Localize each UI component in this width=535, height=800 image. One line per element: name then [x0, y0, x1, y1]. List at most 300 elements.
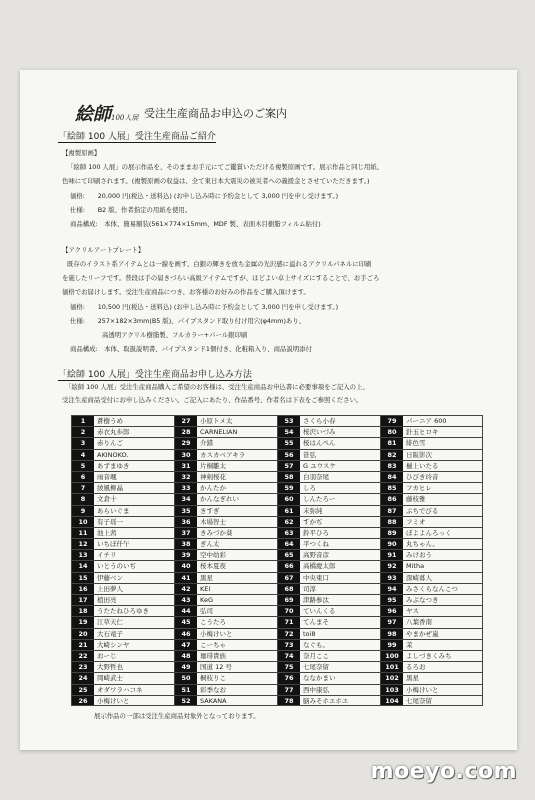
artist-cell: [380, 628, 483, 639]
artist-name: あらいぐま: [97, 506, 130, 515]
artist-number: 34: [175, 494, 197, 504]
artist-number: 9: [72, 506, 94, 516]
artist-cell: [380, 560, 483, 571]
acrylic-line: 価格: 10,500 円(税込・送料込) (お申し込み時に予約金として 3,000 円を申し受けます。): [70, 303, 339, 311]
artist-cell: [380, 605, 483, 616]
artist-number: 27: [175, 416, 197, 426]
artist-number: 10: [72, 517, 94, 527]
artist-name: 白羽奈尾: [303, 472, 329, 481]
artist-number: 57: [278, 461, 300, 471]
artist-cell: [71, 684, 174, 695]
intro-line: 仕様: B2 版、作者指定の用紙を使用。: [70, 206, 192, 214]
table-row: [71, 639, 483, 650]
artist-name: 八葉香南: [406, 618, 432, 627]
artist-name: KEI: [200, 584, 211, 593]
artist-name: かんたか: [200, 484, 226, 493]
artist-number: 67: [278, 573, 300, 583]
artist-name: みさくらなんこつ: [406, 584, 458, 593]
table-row: [71, 471, 483, 482]
logo-main: 絵師: [75, 104, 111, 125]
artist-number: 71: [278, 617, 300, 627]
artist-cell: [174, 437, 277, 448]
method-heading: 「絵師 100 人展」受注生産商品お申し込み方法: [58, 370, 252, 380]
artist-cell: [71, 650, 174, 661]
artist-name: 雨音颯: [97, 472, 117, 481]
artist-number: 16: [72, 584, 94, 594]
artist-name: 平つくね: [303, 540, 329, 549]
artist-cell: [174, 650, 277, 661]
artist-number: 21: [72, 640, 94, 650]
artist-cell: [71, 460, 174, 471]
artist-number: 49: [175, 662, 197, 672]
artist-number: 63: [278, 528, 300, 538]
artist-name: 小梅けいと: [200, 629, 233, 638]
artist-cell: [380, 460, 483, 471]
artist-cell: [380, 572, 483, 583]
artist-cell: [380, 527, 483, 538]
artist-number: 30: [175, 450, 197, 460]
artist-cell: [174, 572, 277, 583]
acrylic-line: 商品構成: 本体、取扱説明書、パイプスタンド1個付き、化粧箱入り、商品説明添付: [70, 345, 312, 353]
artist-number: 43: [175, 595, 197, 605]
intro-line: 商品構成: 本体、簡易額装(561×774×15mm、MDF 製、表面木目樹脂フィルム貼付): [70, 220, 321, 228]
artist-number: 19: [72, 617, 94, 627]
artist-number: 12: [72, 539, 94, 549]
artist-cell: [277, 516, 380, 527]
artist-name: 国道 12 号: [200, 663, 232, 672]
artist-name: かんなぎれい: [200, 495, 239, 504]
artist-cell: [71, 437, 174, 448]
artist-name: 大崎シンヤ: [97, 640, 130, 649]
artist-number: 72: [278, 629, 300, 639]
artist-cell: [380, 493, 483, 504]
artist-number: 75: [278, 662, 300, 672]
artist-cell: [174, 672, 277, 683]
artist-number: 41: [175, 573, 197, 583]
table-row: [71, 415, 483, 426]
table-row: [71, 482, 483, 493]
page-title: 受注生産商品お申込のご案内: [144, 107, 287, 120]
artist-name: 七尾奈留: [406, 696, 432, 705]
artist-cell: [174, 639, 277, 650]
acrylic-line: 高透明アクリル樹脂製、フルカラー+パール銀印刷: [70, 331, 248, 339]
intro-line: 【複製原画】: [62, 149, 101, 157]
artist-name: 黒星: [406, 674, 419, 683]
table-row: [71, 695, 483, 706]
artist-cell: [380, 482, 483, 493]
artist-number: 47: [175, 640, 197, 650]
artist-cell: [277, 594, 380, 605]
artist-number: 101: [381, 662, 403, 672]
artist-name: 空中幼彩: [200, 551, 226, 560]
artist-name: てんまそ: [303, 618, 329, 627]
artist-name: カスカベアキラ: [200, 450, 246, 459]
table-row: [71, 460, 483, 471]
artist-number: 50: [175, 673, 197, 683]
artist-cell: [71, 594, 174, 605]
artist-cell: [380, 449, 483, 460]
artist-cell: [174, 426, 277, 437]
artist-number: 76: [278, 673, 300, 683]
artist-name: 藤枝雅: [406, 495, 426, 504]
artist-cell: [71, 538, 174, 549]
artist-name: 神剣桜花: [200, 472, 226, 481]
artist-number: 69: [278, 595, 300, 605]
artist-number: 26: [72, 696, 94, 705]
table-row: [71, 672, 483, 683]
artist-cell: [71, 527, 174, 538]
watermark: moeyo.com: [370, 759, 517, 784]
artist-name: 小原トメ太: [200, 417, 233, 425]
artist-name: 伊藤ベン: [97, 573, 123, 582]
artist-name: 緋色雪: [406, 439, 426, 448]
artist-name: いちぼ仟午: [97, 540, 130, 549]
artist-cell: [277, 482, 380, 493]
artist-name: 津路参汰: [303, 596, 329, 604]
artist-number: 5: [72, 461, 94, 471]
artist-name: しんたろー: [303, 495, 336, 504]
artist-cell: [174, 684, 277, 695]
artist-name: 司淳: [303, 584, 316, 593]
artist-number: 28: [175, 427, 197, 437]
artist-cell: [277, 616, 380, 627]
artist-number: 54: [278, 427, 300, 437]
artist-number: 88: [381, 517, 403, 527]
artist-name: ていんくる: [303, 607, 336, 616]
method-line: 「絵師 100 人展」受注生産商品購入ご希望のお客様は、受注生産商品お申込書に必要事項をご記入の上、: [65, 383, 369, 391]
artist-number: 103: [381, 685, 403, 695]
artist-cell: [277, 572, 380, 583]
exhibition-logo: [75, 100, 138, 126]
artist-cell: [174, 628, 277, 639]
artist-name: 蒼樹うめ: [97, 417, 123, 425]
artist-cell: [380, 684, 483, 695]
artist-cell: [277, 460, 380, 471]
artist-number: 66: [278, 561, 300, 571]
artist-cell: [174, 527, 277, 538]
acrylic-line: を施したリーフです。普段は手の届きづらい高級アイテムですが、ほどよい卓上サイズにすることで、お手ごろ: [62, 274, 380, 282]
artist-cell: [174, 505, 277, 516]
artist-cell: [277, 426, 380, 437]
artist-name: 文倉十: [97, 495, 117, 504]
artist-number: 46: [175, 629, 197, 639]
artist-number: 92: [381, 561, 403, 571]
artist-number: 3: [72, 438, 94, 448]
artist-name: 綾風柳晶: [97, 484, 123, 493]
artist-number: 23: [72, 662, 94, 672]
artist-number: 35: [175, 506, 197, 516]
artist-cell: [380, 639, 483, 650]
intro-line: 価格: 20,000 円(税込・送料込) (お申し込み時に予約金として 3,000 円を申し受けます。): [70, 192, 339, 200]
artist-name: 七尾奈留: [303, 663, 329, 672]
table-row: [71, 616, 483, 627]
artist-number: 14: [72, 561, 94, 571]
artist-name: ぎん太: [200, 540, 220, 549]
artist-name: フカヒレ: [406, 484, 432, 493]
table-row: [71, 572, 483, 583]
artist-number: 96: [381, 606, 403, 616]
artist-name: しろ: [303, 484, 316, 493]
artist-cell: [277, 583, 380, 594]
artist-name: 植田亮: [97, 596, 117, 604]
artist-cell: [174, 493, 277, 504]
artist-cell: [380, 415, 483, 426]
artist-cell: [277, 437, 380, 448]
artist-number: 93: [381, 573, 403, 583]
artist-number: 61: [278, 506, 300, 516]
artist-number: 68: [278, 584, 300, 594]
artist-number: 91: [381, 550, 403, 560]
artist-cell: [277, 449, 380, 460]
artist-name: 高橋慶太郎: [303, 562, 336, 571]
artist-name: ななかまい: [303, 674, 336, 683]
artist-name: 赤衣丸歩郎: [97, 428, 130, 437]
artist-name: パーニア 600: [406, 417, 447, 425]
artist-cell: [174, 594, 277, 605]
artist-name: 桜沢いづみ: [303, 428, 336, 437]
artist-number: 99: [381, 640, 403, 650]
table-row: [71, 437, 483, 448]
artist-number: 42: [175, 584, 197, 594]
footer-note: 展示作品の一部は受注生産商品対象外となっております。: [94, 712, 260, 720]
table-row: [71, 661, 483, 672]
artist-name: 介錯: [200, 439, 213, 448]
artist-name: 茉: [406, 640, 413, 649]
artist-cell: [380, 661, 483, 672]
artist-cell: [71, 415, 174, 426]
artist-number: 81: [381, 438, 403, 448]
table-row: [71, 628, 483, 639]
artist-cell: [174, 661, 277, 672]
artist-number: 31: [175, 461, 197, 471]
artist-cell: [277, 549, 380, 560]
intro-heading: 「絵師 100 人展」受注生産商品ご紹介: [58, 132, 216, 142]
artist-number: 55: [278, 438, 300, 448]
artist-name: 小梅けいと: [97, 696, 130, 705]
acrylic-line: 【アクリルアートプレート】: [62, 246, 145, 254]
table-row: [71, 516, 483, 527]
artist-table: [71, 415, 483, 706]
table-row: [71, 594, 483, 605]
artist-cell: [380, 426, 483, 437]
artist-cell: [380, 583, 483, 594]
artist-cell: [71, 516, 174, 527]
artist-number: 2: [72, 427, 94, 437]
artist-number: 8: [72, 494, 94, 504]
artist-number: 97: [381, 617, 403, 627]
artist-number: 95: [381, 595, 403, 605]
artist-cell: [380, 616, 483, 627]
artist-name: 弘司: [200, 607, 213, 616]
artist-number: 38: [175, 539, 197, 549]
artist-number: 56: [278, 450, 300, 460]
artist-name: 奈月ここ: [303, 651, 329, 660]
artist-number: 104: [381, 696, 403, 705]
artist-cell: [174, 482, 277, 493]
table-row: [71, 449, 483, 460]
artist-name: さくら小春: [303, 417, 336, 425]
artist-cell: [277, 505, 380, 516]
artist-number: 70: [278, 606, 300, 616]
artist-number: 17: [72, 595, 94, 605]
table-row: [71, 583, 483, 594]
artist-cell: [71, 695, 174, 706]
artist-number: 6: [72, 472, 94, 482]
artist-number: 39: [175, 550, 197, 560]
artist-name: 丸ちゃん。: [406, 540, 439, 549]
artist-name: toi8: [303, 629, 316, 638]
table-row: [71, 684, 483, 695]
artist-name: 上田夢人: [97, 584, 123, 593]
artist-number: 48: [175, 651, 197, 661]
artist-cell: [380, 594, 483, 605]
artist-name: 中央東口: [303, 573, 329, 582]
artist-cell: [174, 516, 277, 527]
artist-number: 60: [278, 494, 300, 504]
artist-name: 江草天仁: [97, 618, 123, 627]
artist-number: 80: [381, 427, 403, 437]
artist-cell: [71, 549, 174, 560]
artist-number: 29: [175, 438, 197, 448]
artist-name: 珈琲貴族: [200, 651, 226, 660]
artist-cell: [277, 560, 380, 571]
artist-name: うたたねひろゆき: [97, 607, 149, 616]
intro-line: 「絵師 100 人展」の展示作品を、そのままお手元にてご鑑賞いただける複製原画です。展示作品と同じ用紙、: [67, 163, 384, 171]
artist-cell: [277, 605, 380, 616]
artist-name: 日阪影次: [406, 450, 432, 459]
artist-cell: [380, 505, 483, 516]
artist-name: イチリ: [97, 551, 117, 560]
artist-cell: [71, 493, 174, 504]
table-row: [71, 426, 483, 437]
artist-number: 73: [278, 640, 300, 650]
artist-name: オダワラハコネ: [97, 685, 143, 694]
table-row: [71, 650, 483, 661]
artist-name: よしづきくみち: [406, 651, 452, 660]
artist-number: 102: [381, 673, 403, 683]
artist-name: 笹弘: [303, 450, 316, 459]
artist-number: 15: [72, 573, 94, 583]
artist-cell: [71, 661, 174, 672]
artist-name: おーじ: [97, 651, 117, 660]
artist-cell: [71, 583, 174, 594]
artist-number: 32: [175, 472, 197, 482]
artist-cell: [380, 437, 483, 448]
artist-cell: [174, 583, 277, 594]
artist-name: 高野音彦: [303, 551, 329, 560]
artist-name: 西中康弘: [303, 685, 329, 694]
artist-name: ひびき玲音: [406, 472, 439, 481]
artist-number: 94: [381, 584, 403, 594]
table-row: [71, 549, 483, 560]
artist-number: 1: [72, 416, 94, 426]
artist-number: 83: [381, 461, 403, 471]
artist-number: 7: [72, 483, 94, 493]
artist-name: 樋上いたる: [406, 461, 439, 470]
artist-name: ぽよよんろっく: [406, 528, 452, 537]
artist-cell: [71, 628, 174, 639]
table-row: [71, 538, 483, 549]
artist-cell: [380, 650, 483, 661]
artist-cell: [71, 471, 174, 482]
artist-cell: [380, 471, 483, 482]
table-row: [71, 527, 483, 538]
artist-number: 77: [278, 685, 300, 695]
artist-number: 100: [381, 651, 403, 661]
artist-cell: [71, 605, 174, 616]
artist-number: 59: [278, 483, 300, 493]
artist-name: AKINOKO.: [97, 450, 129, 459]
artist-name: みぶなつき: [406, 596, 439, 604]
artist-cell: [71, 572, 174, 583]
table-row: [71, 560, 483, 571]
artist-name: 桜はんぺん: [303, 439, 336, 448]
artist-number: 18: [72, 606, 94, 616]
artist-number: 53: [278, 416, 300, 426]
artist-cell: [71, 560, 174, 571]
artist-cell: [277, 415, 380, 426]
artist-name: あずまゆき: [97, 461, 130, 470]
artist-number: 37: [175, 528, 197, 538]
notice-paper: [20, 70, 517, 750]
artist-name: KeG: [200, 596, 213, 604]
artist-name: 木場智士: [200, 517, 226, 526]
artist-name: 彩季なお: [200, 685, 226, 694]
table-row: [71, 505, 483, 516]
artist-number: 98: [381, 629, 403, 639]
artist-number: 85: [381, 483, 403, 493]
artist-number: 79: [381, 416, 403, 426]
artist-number: 87: [381, 506, 403, 516]
artist-cell: [277, 538, 380, 549]
artist-number: 33: [175, 483, 197, 493]
artist-cell: [380, 549, 483, 560]
artist-cell: [277, 628, 380, 639]
artist-cell: [71, 482, 174, 493]
artist-name: 赤りんご: [97, 439, 123, 448]
artist-cell: [380, 672, 483, 683]
artist-name: 深崎暮人: [406, 573, 432, 582]
intro-line: 色味にて印刷されます。(複製原画の収益は、全て東日本大震災の被災者への義援金とさせていただきます。): [62, 177, 370, 185]
artist-cell: [174, 549, 277, 560]
artist-number: 40: [175, 561, 197, 571]
artist-name: きみづか葵: [200, 528, 233, 537]
artist-cell: [174, 560, 277, 571]
artist-name: すかぢ: [303, 517, 323, 526]
artist-cell: [174, 471, 277, 482]
artist-cell: [174, 449, 277, 460]
artist-cell: [71, 426, 174, 437]
artist-name: フミオ: [406, 517, 426, 526]
artist-number: 84: [381, 472, 403, 482]
artist-number: 90: [381, 539, 403, 549]
artist-number: 24: [72, 673, 94, 683]
artist-cell: [174, 605, 277, 616]
artist-cell: [71, 449, 174, 460]
artist-cell: [277, 661, 380, 672]
artist-name: 岡崎武士: [97, 674, 123, 683]
artist-number: 45: [175, 617, 197, 627]
artist-cell: [277, 650, 380, 661]
artist-name: 桜本夏夜: [200, 562, 226, 571]
artist-number: 51: [175, 685, 197, 695]
artist-name: 池上茜: [97, 528, 117, 537]
artist-number: 86: [381, 494, 403, 504]
artist-number: 62: [278, 517, 300, 527]
artist-number: 65: [278, 550, 300, 560]
acrylic-line: 価格でお届けします。受注生産商品につき、お客様のお好みの作品をご購入頂けます。: [62, 288, 310, 296]
artist-cell: [174, 695, 277, 706]
